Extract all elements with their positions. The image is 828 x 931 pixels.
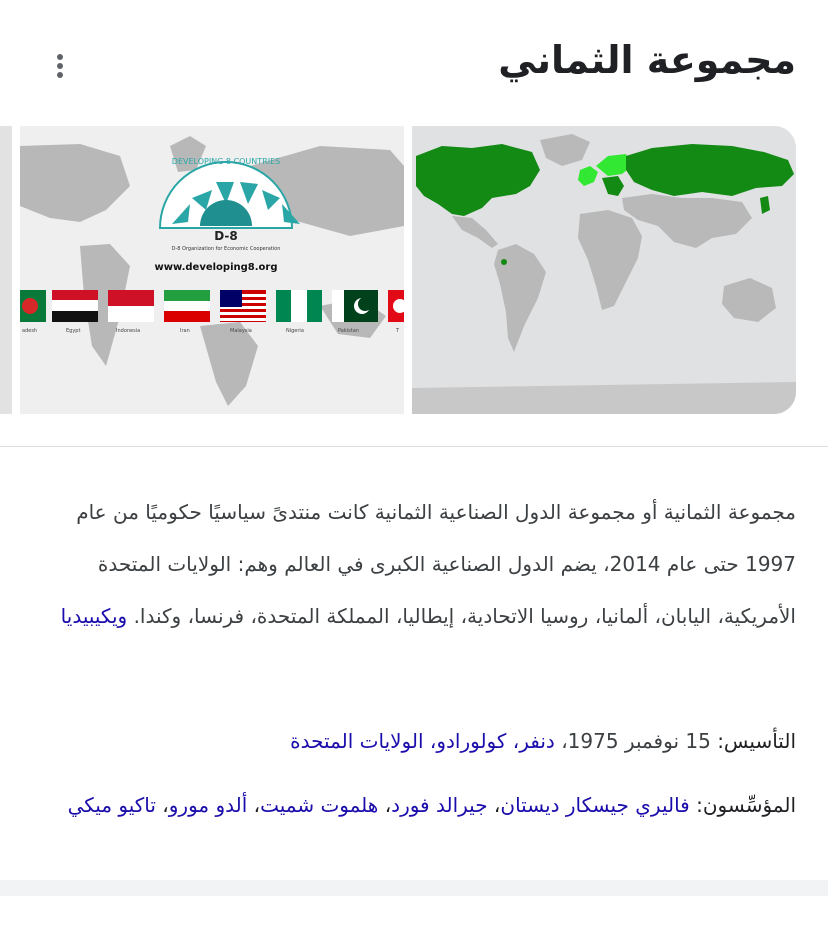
fact-founded-separator: ، <box>554 729 568 753</box>
third-image-partial[interactable] <box>0 126 12 414</box>
description-text: مجموعة الثمانية أو مجموعة الدول الصناعية الثمانية كانت منتدىً سياسيًا حكوميًا من عام 1997 حتى عام 2014، يضم الدول الصناعية الكبرى في العالم وهم: الولايات المتحدة الأمريكية، اليابان، ألمانيا، روسيا الاتحادية، إيطاليا، المملكة المتحدة، فرنسا، وكندا. <box>76 500 796 628</box>
d8-name: D-8 <box>214 229 238 243</box>
d8-logo-graphic <box>20 126 404 414</box>
knowledge-panel-header <box>0 0 828 110</box>
fact-founded <box>32 722 796 760</box>
section-divider <box>0 446 828 447</box>
fact-founders-label: المؤسِّسون: <box>696 793 796 817</box>
flag-caption-7: Pakistan <box>338 328 359 334</box>
founder-separator: ، <box>247 793 261 817</box>
flag-caption-4: Iran <box>180 328 190 334</box>
founder-link[interactable]: جيرالد فورد <box>391 793 488 817</box>
founder-link[interactable]: هلموت شميت <box>260 793 379 817</box>
founder-separator: ، <box>487 793 501 817</box>
d8-org-name: D-8 Organization for Economic Cooperation <box>171 246 281 252</box>
founder-link[interactable]: فاليري جيسكار ديستان <box>500 793 690 817</box>
wikipedia-link[interactable]: ويكيبيديا <box>60 604 128 628</box>
flag-caption-1: adesh <box>22 328 38 334</box>
section-bottom-divider <box>0 880 828 896</box>
description <box>32 486 796 642</box>
g8-members-map-image[interactable] <box>412 126 796 414</box>
founder-link[interactable]: تاكيو ميكي <box>67 793 156 817</box>
more-options-icon[interactable] <box>42 48 78 84</box>
fact-founders <box>32 786 796 824</box>
flag-caption-6: Nigeria <box>286 328 304 334</box>
d8-url: www.developing8.org <box>154 262 278 273</box>
fact-founded-date: 15 نوفمبر 1975 <box>567 729 711 753</box>
image-gallery <box>0 126 828 416</box>
d8-organization-image[interactable] <box>20 126 404 414</box>
founder-link[interactable]: ألدو مورو <box>168 793 248 817</box>
d8-ring-text: DEVELOPING 8 COUNTRIES <box>171 157 281 166</box>
flag-caption-3: Indonesia <box>116 328 141 334</box>
panel-title: مجموعة الثماني <box>498 38 796 82</box>
flag-caption-5: Malaysia <box>230 328 252 334</box>
flag-caption-8: T <box>396 328 400 334</box>
fact-founded-city-link[interactable]: دنفر، كولورادو، الولايات المتحدة <box>290 729 555 753</box>
world-map-graphic <box>412 126 796 414</box>
fact-founded-label: التأسيس: <box>717 729 796 753</box>
founder-separator: ، <box>378 793 392 817</box>
founder-separator: ، <box>155 793 169 817</box>
flag-caption-2: Egypt <box>66 328 81 334</box>
